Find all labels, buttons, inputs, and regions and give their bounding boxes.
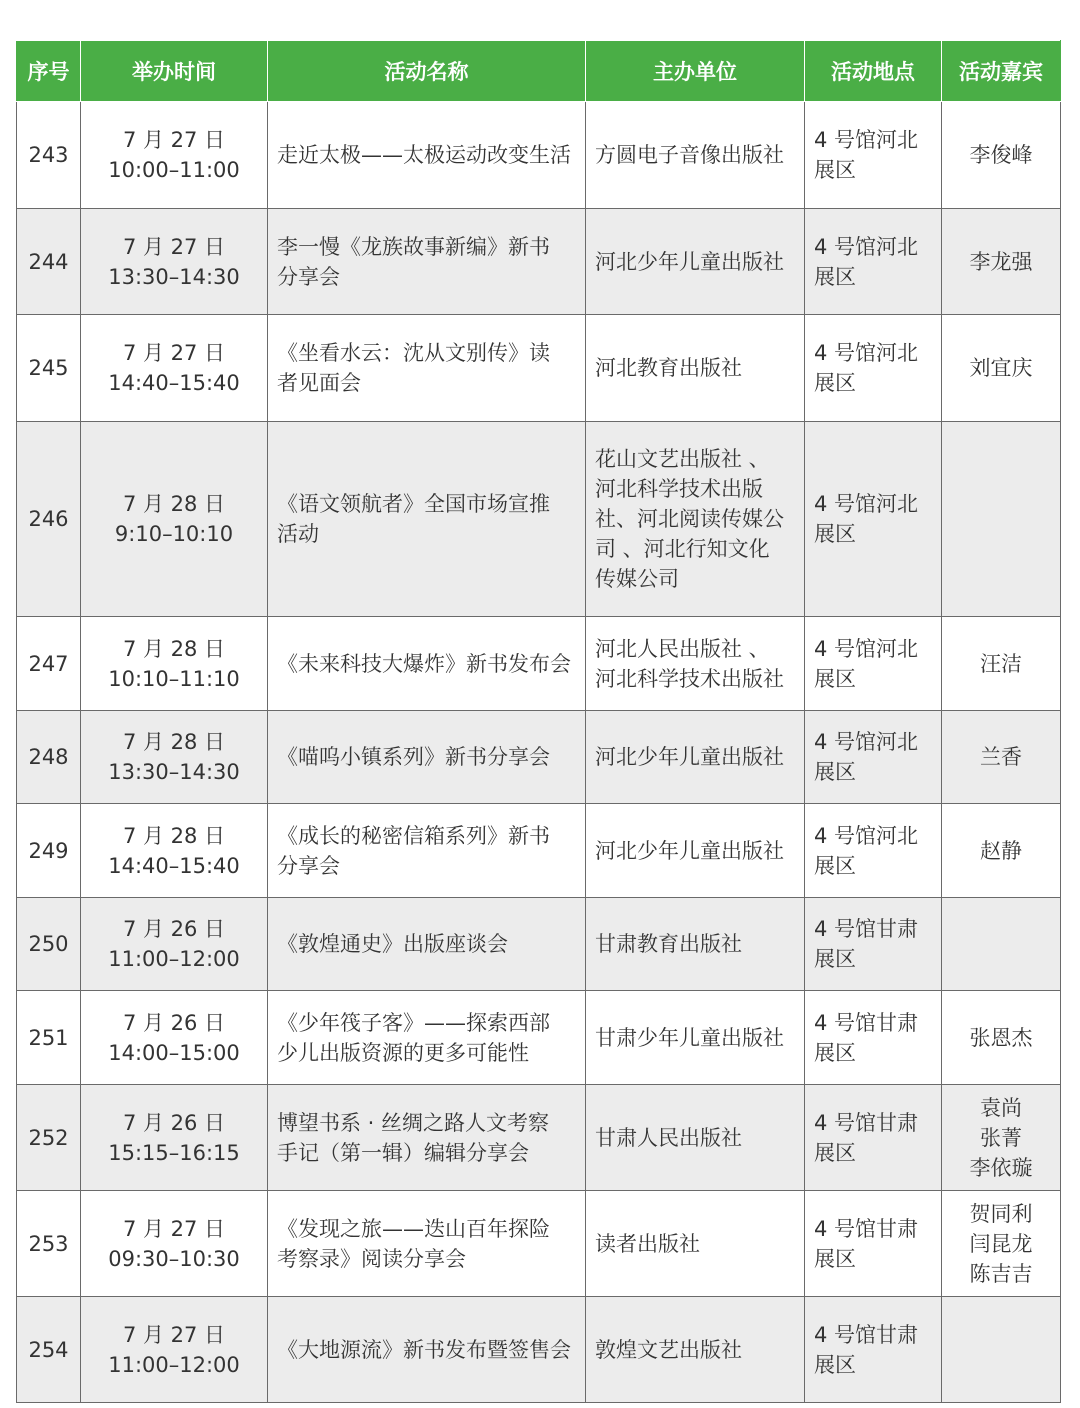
index-text: 247 [28,651,69,676]
index-text: 254 [28,1337,69,1362]
organizer-text: 花山文艺出版社 、 河北科学技术出版 社、河北阅读传媒公 司 、河北行知文化 传媒公司 [595,447,784,591]
table-row [17,1191,1061,1297]
event-schedule-table [16,40,1061,1403]
cell-event-name [268,991,586,1085]
venue-text: 4 号馆甘肃 展区 [814,1216,919,1271]
guest-text: 刘宜庆 [969,356,1033,380]
guest-text: 兰香 [980,745,1022,769]
organizer-text: 甘肃少年儿童出版社 [595,1025,784,1050]
cell-organizer [586,898,805,991]
cell-venue [805,315,942,422]
index-text: 245 [28,356,69,380]
date-text: 7 月 28 日 [122,730,226,754]
cell-event-name [268,102,586,209]
index-text: 244 [28,249,69,274]
event-name-text: 走近太极——太极运动改变生活 [277,143,571,167]
time-text: 14:40–15:40 [108,853,240,878]
cell-time [81,1085,268,1191]
cell-venue [805,209,942,315]
cell-organizer [586,804,805,898]
cell-index [17,1085,81,1191]
cell-event-name [268,1191,586,1297]
guest-text: 李俊峰 [969,143,1033,167]
organizer-text: 敦煌文艺出版社 [595,1337,742,1362]
event-name-text: 《未来科技大爆炸》新书发布会 [277,651,571,676]
index-text: 251 [28,1025,69,1050]
index-text: 250 [28,932,69,956]
cell-event-name [268,1085,586,1191]
time-text: 13:30–14:30 [108,264,240,289]
venue-text: 4 号馆河北 展区 [814,128,919,182]
table-row [17,711,1061,804]
cell-event-name [268,617,586,711]
cell-venue [805,898,942,991]
event-name-text: 博望书系 · 丝绸之路人文考察 手记（第一辑）编辑分享会 [277,1110,550,1165]
cell-guest [942,1297,1061,1403]
cell-venue [805,991,942,1085]
guest-text: 张恩杰 [969,1025,1033,1050]
guest-text: 袁尚 张菁 李依璇 [969,1095,1033,1180]
cell-time [81,898,268,991]
cell-index [17,991,81,1085]
cell-index [17,315,81,422]
header-guest: 活动嘉宾 [942,41,1061,102]
index-text: 253 [28,1231,69,1256]
guest-text: 李龙强 [969,249,1033,274]
table-row [17,804,1061,898]
guest-text: 赵静 [980,838,1022,863]
index-text: 249 [28,838,69,863]
cell-time [81,991,268,1085]
event-name-text: 李一慢《龙族故事新编》新书 分享会 [277,234,550,289]
index-text: 248 [28,745,69,769]
cell-guest [942,102,1061,209]
time-text: 10:10–11:10 [108,666,240,691]
cell-guest [942,617,1061,711]
header-index: 序号 [17,41,81,102]
venue-text: 4 号馆甘肃 展区 [814,1322,919,1377]
cell-index [17,898,81,991]
cell-event-name [268,711,586,804]
time-text: 14:00–15:00 [108,1040,240,1065]
event-name-text: 《发现之旅——迭山百年探险 考察录》阅读分享会 [277,1216,550,1271]
table-row [17,898,1061,991]
cell-guest [942,898,1061,991]
organizer-text: 甘肃人民出版社 [595,1125,742,1150]
cell-event-name [268,898,586,991]
cell-time [81,1297,268,1403]
venue-text: 4 号馆河北 展区 [814,341,919,395]
header-venue: 活动地点 [805,41,942,102]
venue-text: 4 号馆甘肃 展区 [814,917,919,971]
event-name-text: 《敦煌通史》出版座谈会 [277,932,508,956]
time-text: 9:10–10:10 [114,522,234,546]
time-text: 09:30–10:30 [108,1246,240,1271]
date-text: 7 月 27 日 [122,128,226,152]
time-text: 14:40–15:40 [108,371,240,395]
cell-venue [805,102,942,209]
cell-guest [942,209,1061,315]
cell-time [81,102,268,209]
cell-guest [942,991,1061,1085]
time-text: 15:15–16:15 [108,1140,240,1165]
table-row [17,1085,1061,1191]
cell-guest [942,711,1061,804]
guest-text: 汪洁 [980,651,1022,676]
date-text: 7 月 26 日 [122,917,226,941]
cell-organizer [586,315,805,422]
venue-text: 4 号馆甘肃 展区 [814,1010,919,1065]
date-text: 7 月 27 日 [122,234,226,259]
organizer-text: 河北少年儿童出版社 [595,745,784,769]
header-event-name: 活动名称 [268,41,586,102]
index-text: 243 [28,143,69,167]
cell-guest [942,422,1061,617]
cell-organizer [586,617,805,711]
organizer-text: 甘肃教育出版社 [595,932,742,956]
date-text: 7 月 26 日 [122,1110,226,1135]
time-text: 13:30–14:30 [108,760,240,784]
date-text: 7 月 27 日 [122,1322,226,1347]
cell-index [17,1191,81,1297]
cell-venue [805,1085,942,1191]
event-name-text: 《成长的秘密信箱系列》新书 分享会 [277,823,550,878]
cell-index [17,617,81,711]
cell-organizer [586,1297,805,1403]
table-row [17,1297,1061,1403]
table-row [17,991,1061,1085]
cell-index [17,711,81,804]
cell-organizer [586,991,805,1085]
header-time: 举办时间 [81,41,268,102]
date-text: 7 月 28 日 [122,823,226,848]
cell-organizer [586,422,805,617]
event-name-text: 《少年筏子客》——探索西部 少儿出版资源的更多可能性 [277,1010,550,1065]
date-text: 7 月 26 日 [122,1010,226,1035]
date-text: 7 月 27 日 [122,341,226,365]
cell-organizer [586,209,805,315]
time-text: 11:00–12:00 [108,947,240,971]
header-organizer: 主办单位 [586,41,805,102]
cell-index [17,209,81,315]
table-row [17,209,1061,315]
venue-text: 4 号馆甘肃 展区 [814,1110,919,1165]
cell-index [17,422,81,617]
cell-guest [942,1085,1061,1191]
event-name-text: 《语文领航者》全国市场宣推 活动 [277,492,550,546]
table-header-row [17,41,1061,102]
table-body [17,102,1061,1403]
venue-text: 4 号馆河北 展区 [814,636,919,691]
cell-venue [805,617,942,711]
date-text: 7 月 27 日 [122,1216,226,1241]
cell-organizer [586,1191,805,1297]
cell-time [81,209,268,315]
cell-organizer [586,711,805,804]
cell-organizer [586,1085,805,1191]
guest-text: 贺同利 闫昆龙 陈吉吉 [969,1201,1033,1286]
cell-index [17,102,81,209]
event-name-text: 《喵呜小镇系列》新书分享会 [277,745,550,769]
cell-event-name [268,1297,586,1403]
cell-venue [805,804,942,898]
cell-time [81,315,268,422]
cell-guest [942,1191,1061,1297]
organizer-text: 河北教育出版社 [595,356,742,380]
organizer-text: 读者出版社 [595,1231,700,1256]
organizer-text: 方圆电子音像出版社 [595,143,784,167]
date-text: 7 月 28 日 [122,492,226,516]
cell-index [17,804,81,898]
event-name-text: 《坐看水云：沈从文别传》读 者见面会 [277,341,550,395]
venue-text: 4 号馆河北 展区 [814,823,919,878]
cell-venue [805,1191,942,1297]
table-row [17,102,1061,209]
table-row [17,315,1061,422]
index-text: 246 [28,507,69,531]
cell-venue [805,711,942,804]
cell-event-name [268,315,586,422]
cell-event-name [268,804,586,898]
cell-guest [942,804,1061,898]
cell-organizer [586,102,805,209]
cell-time [81,804,268,898]
cell-time [81,1191,268,1297]
cell-guest [942,315,1061,422]
venue-text: 4 号馆河北 展区 [814,492,919,546]
table-row [17,617,1061,711]
time-text: 10:00–11:00 [108,158,240,182]
cell-venue [805,422,942,617]
cell-time [81,422,268,617]
organizer-text: 河北少年儿童出版社 [595,838,784,863]
cell-time [81,617,268,711]
table-row [17,422,1061,617]
event-name-text: 《大地源流》新书发布暨签售会 [277,1337,571,1362]
index-text: 252 [28,1125,69,1150]
venue-text: 4 号馆河北 展区 [814,730,919,784]
cell-index [17,1297,81,1403]
cell-event-name [268,209,586,315]
cell-venue [805,1297,942,1403]
venue-text: 4 号馆河北 展区 [814,234,919,289]
cell-time [81,711,268,804]
organizer-text: 河北人民出版社 、 河北科学技术出版社 [595,636,784,691]
cell-event-name [268,422,586,617]
organizer-text: 河北少年儿童出版社 [595,249,784,274]
date-text: 7 月 28 日 [122,636,226,661]
time-text: 11:00–12:00 [108,1352,240,1377]
